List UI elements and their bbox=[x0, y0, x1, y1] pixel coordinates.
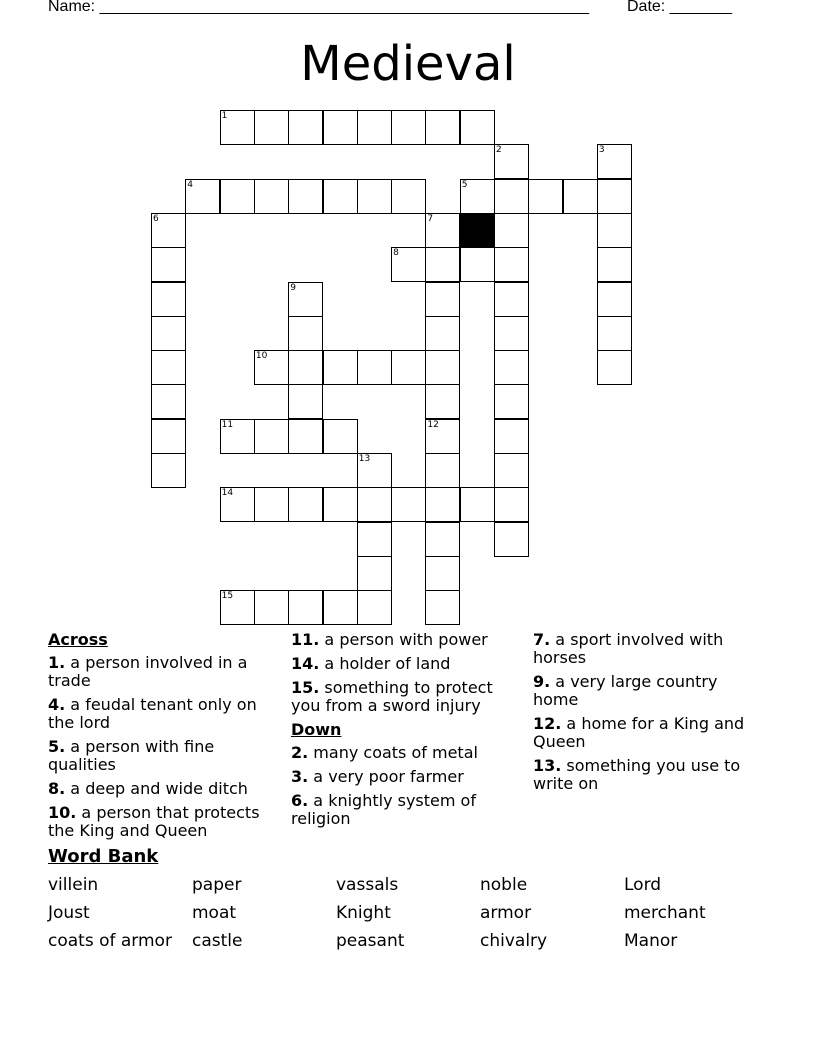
crossword-cell[interactable] bbox=[288, 316, 323, 351]
across-heading: Across bbox=[48, 630, 108, 649]
clue-number: 13. bbox=[533, 756, 562, 775]
crossword-cell[interactable] bbox=[391, 179, 426, 214]
crossword-cell[interactable] bbox=[288, 350, 323, 385]
cell-number: 3 bbox=[598, 145, 605, 156]
crossword-cell[interactable] bbox=[151, 282, 186, 317]
word-bank-item: Manor bbox=[624, 931, 678, 951]
crossword-cell[interactable] bbox=[425, 110, 460, 145]
crossword-cell[interactable] bbox=[323, 419, 358, 454]
word-bank-item: vassals bbox=[336, 875, 399, 895]
clue-text: a very large country home bbox=[533, 672, 718, 709]
word-bank-title: Word Bank bbox=[48, 846, 159, 867]
clue-number: 12. bbox=[533, 714, 562, 733]
crossword-cell[interactable] bbox=[323, 179, 358, 214]
clue-text: a person with power bbox=[319, 630, 488, 649]
crossword-cell[interactable] bbox=[323, 590, 358, 625]
crossword-cell[interactable] bbox=[220, 487, 255, 522]
clue-item bbox=[291, 744, 519, 762]
crossword-cell[interactable] bbox=[494, 522, 529, 557]
clue-text: a home for a King and Queen bbox=[533, 714, 745, 751]
crossword-cell[interactable] bbox=[494, 384, 529, 419]
crossword-cell[interactable] bbox=[254, 590, 289, 625]
crossword-cell[interactable] bbox=[391, 350, 426, 385]
crossword-cell[interactable] bbox=[357, 556, 392, 591]
crossword-cell[interactable] bbox=[494, 487, 529, 522]
crossword-cell[interactable] bbox=[288, 179, 323, 214]
crossword-cell[interactable] bbox=[494, 213, 529, 248]
clue-text: a feudal tenant only on the lord bbox=[48, 695, 257, 732]
clue-text: a person with fine qualities bbox=[48, 737, 215, 774]
clue-item bbox=[48, 780, 276, 798]
clue-item bbox=[533, 757, 761, 793]
crossword-cell[interactable] bbox=[425, 247, 460, 282]
crossword-cell[interactable] bbox=[494, 179, 529, 214]
crossword-cell[interactable] bbox=[220, 419, 255, 454]
clue-text: a person involved in a trade bbox=[48, 653, 248, 690]
clue-item bbox=[48, 696, 276, 732]
cell-number: 4 bbox=[187, 179, 194, 190]
crossword-shaded-cell bbox=[460, 213, 495, 248]
crossword-cell[interactable] bbox=[357, 110, 392, 145]
word-bank-item: Knight bbox=[336, 903, 391, 923]
clue-number: 3. bbox=[291, 767, 309, 786]
word-bank-item: castle bbox=[192, 931, 243, 951]
cell-number: 9 bbox=[290, 282, 296, 293]
clue-item bbox=[533, 715, 761, 751]
crossword-cell[interactable] bbox=[288, 590, 323, 625]
clue-text: a holder of land bbox=[319, 654, 451, 673]
crossword-cell[interactable] bbox=[425, 487, 460, 522]
clue-item bbox=[291, 768, 519, 786]
cell-number: 7 bbox=[427, 213, 434, 224]
word-bank-item: paper bbox=[192, 875, 242, 895]
clue-number: 5. bbox=[48, 737, 66, 756]
crossword-cell[interactable] bbox=[220, 110, 255, 145]
clue-item bbox=[291, 792, 519, 828]
cell-number: 10 bbox=[255, 351, 268, 362]
clue-number: 1. bbox=[48, 653, 66, 672]
clue-item bbox=[291, 655, 519, 673]
crossword-cell[interactable] bbox=[494, 247, 529, 282]
crossword-cell[interactable] bbox=[391, 110, 426, 145]
crossword-cell[interactable] bbox=[425, 522, 460, 557]
crossword-cell[interactable] bbox=[597, 247, 632, 282]
cell-number: 8 bbox=[393, 248, 399, 259]
cell-number: 1 bbox=[221, 111, 228, 121]
clues-column-1 bbox=[48, 631, 276, 846]
crossword-cell[interactable] bbox=[254, 110, 289, 145]
cell-number: 5 bbox=[461, 179, 468, 190]
clue-text: something you use to write on bbox=[533, 756, 741, 793]
crossword-cell[interactable] bbox=[528, 179, 563, 214]
word-bank-item: peasant bbox=[336, 931, 405, 951]
crossword-cell[interactable] bbox=[220, 179, 255, 214]
word-bank-item: noble bbox=[480, 875, 528, 895]
crossword-cell[interactable] bbox=[357, 350, 392, 385]
crossword-cell[interactable] bbox=[494, 453, 529, 488]
crossword-cell[interactable] bbox=[563, 179, 598, 214]
crossword-cell[interactable] bbox=[597, 350, 632, 385]
clue-text: something to protect you from a sword injury bbox=[291, 678, 493, 715]
word-bank-item: merchant bbox=[624, 903, 706, 923]
crossword-cell[interactable] bbox=[185, 179, 220, 214]
clues-column-2 bbox=[291, 631, 519, 834]
clue-text: a knightly system of religion bbox=[291, 791, 476, 828]
crossword-cell[interactable] bbox=[288, 384, 323, 419]
crossword-cell[interactable] bbox=[597, 316, 632, 351]
crossword-cell[interactable] bbox=[254, 487, 289, 522]
crossword-cell[interactable] bbox=[151, 384, 186, 419]
crossword-cell[interactable] bbox=[425, 556, 460, 591]
crossword-cell[interactable] bbox=[288, 419, 323, 454]
word-bank-item: armor bbox=[480, 903, 532, 923]
crossword-cell[interactable] bbox=[357, 590, 392, 625]
cell-number: 6 bbox=[153, 213, 159, 224]
crossword-cell[interactable] bbox=[425, 590, 460, 625]
crossword-cell[interactable] bbox=[288, 487, 323, 522]
word-bank-item: chivalry bbox=[480, 931, 548, 951]
clue-text: a very poor farmer bbox=[308, 767, 464, 786]
clue-text: many coats of metal bbox=[308, 743, 478, 762]
crossword-cell[interactable] bbox=[494, 350, 529, 385]
crossword-cell[interactable] bbox=[323, 110, 358, 145]
word-bank-item: villein bbox=[48, 875, 99, 895]
clue-item bbox=[48, 804, 276, 840]
crossword-cell[interactable] bbox=[323, 487, 358, 522]
crossword-cell[interactable] bbox=[425, 213, 460, 248]
crossword-cell[interactable] bbox=[254, 419, 289, 454]
crossword-cell[interactable] bbox=[460, 179, 495, 214]
crossword-cell[interactable] bbox=[151, 316, 186, 351]
clue-number: 2. bbox=[291, 743, 309, 762]
clue-number: 6. bbox=[291, 791, 309, 810]
crossword-cell[interactable] bbox=[460, 247, 495, 282]
clue-text: a deep and wide ditch bbox=[65, 779, 248, 798]
crossword-cell[interactable] bbox=[494, 419, 529, 454]
crossword-cell[interactable] bbox=[494, 144, 529, 179]
clue-number: 11. bbox=[291, 630, 320, 649]
clue-number: 4. bbox=[48, 695, 66, 714]
clue-text: a person that protects the King and Queen bbox=[48, 803, 260, 840]
crossword-cell[interactable] bbox=[220, 590, 255, 625]
cell-number: 11 bbox=[221, 419, 234, 430]
name-field-label: Name: _______________________________________________________ bbox=[48, 0, 589, 15]
crossword-cell[interactable] bbox=[597, 213, 632, 248]
crossword-cell[interactable] bbox=[597, 282, 632, 317]
cell-number: 14 bbox=[221, 488, 234, 499]
crossword-cell[interactable] bbox=[151, 213, 186, 248]
crossword-cell[interactable] bbox=[460, 487, 495, 522]
down-heading: Down bbox=[291, 720, 342, 739]
word-bank-item: coats of armor bbox=[48, 931, 172, 951]
word-bank-item: Joust bbox=[48, 903, 90, 923]
cell-number: 12 bbox=[427, 419, 439, 430]
crossword-cell[interactable] bbox=[597, 179, 632, 214]
crossword-cell[interactable] bbox=[460, 110, 495, 145]
crossword-cell[interactable] bbox=[494, 282, 529, 317]
crossword-cell[interactable] bbox=[391, 487, 426, 522]
page-title: Medieval bbox=[300, 36, 516, 92]
crossword-cell[interactable] bbox=[151, 453, 186, 488]
crossword-cell[interactable] bbox=[597, 144, 632, 179]
clue-text: a sport involved with horses bbox=[533, 630, 724, 667]
cell-number: 2 bbox=[496, 145, 502, 156]
clue-item bbox=[533, 673, 761, 709]
word-bank-item: Lord bbox=[624, 875, 662, 895]
clue-item bbox=[48, 654, 276, 690]
crossword-cell[interactable] bbox=[288, 282, 323, 317]
crossword-cell[interactable] bbox=[425, 384, 460, 419]
crossword-cell[interactable] bbox=[254, 350, 289, 385]
crossword-cell[interactable] bbox=[425, 350, 460, 385]
clue-item bbox=[533, 631, 761, 667]
crossword-cell[interactable] bbox=[494, 316, 529, 351]
crossword-cell[interactable] bbox=[254, 179, 289, 214]
crossword-cell[interactable] bbox=[288, 110, 323, 145]
crossword-cell[interactable] bbox=[151, 350, 186, 385]
crossword-cell[interactable] bbox=[391, 247, 426, 282]
crossword-cell[interactable] bbox=[357, 487, 392, 522]
cell-number: 15 bbox=[221, 591, 234, 602]
clue-item bbox=[48, 738, 276, 774]
crossword-cell[interactable] bbox=[425, 419, 460, 454]
word-bank-item: moat bbox=[192, 903, 237, 923]
crossword-cell[interactable] bbox=[425, 453, 460, 488]
cell-number: 13 bbox=[358, 454, 371, 464]
clues-column-3 bbox=[533, 631, 761, 799]
crossword-cell[interactable] bbox=[357, 522, 392, 557]
clue-number: 8. bbox=[48, 779, 66, 798]
crossword-cell[interactable] bbox=[357, 453, 392, 488]
crossword-cell[interactable] bbox=[323, 350, 358, 385]
crossword-cell[interactable] bbox=[357, 179, 392, 214]
crossword-cell[interactable] bbox=[425, 316, 460, 351]
crossword-cell[interactable] bbox=[425, 282, 460, 317]
crossword-cell[interactable] bbox=[151, 419, 186, 454]
clue-number: 14. bbox=[291, 654, 320, 673]
clue-number: 9. bbox=[533, 672, 551, 691]
date-field-label: Date: _______ bbox=[627, 0, 732, 15]
clue-number: 7. bbox=[533, 630, 551, 649]
clue-number: 15. bbox=[291, 678, 320, 697]
clue-item bbox=[291, 679, 519, 715]
clue-number: 10. bbox=[48, 803, 77, 822]
crossword-cell[interactable] bbox=[151, 247, 186, 282]
clue-item bbox=[291, 631, 519, 649]
